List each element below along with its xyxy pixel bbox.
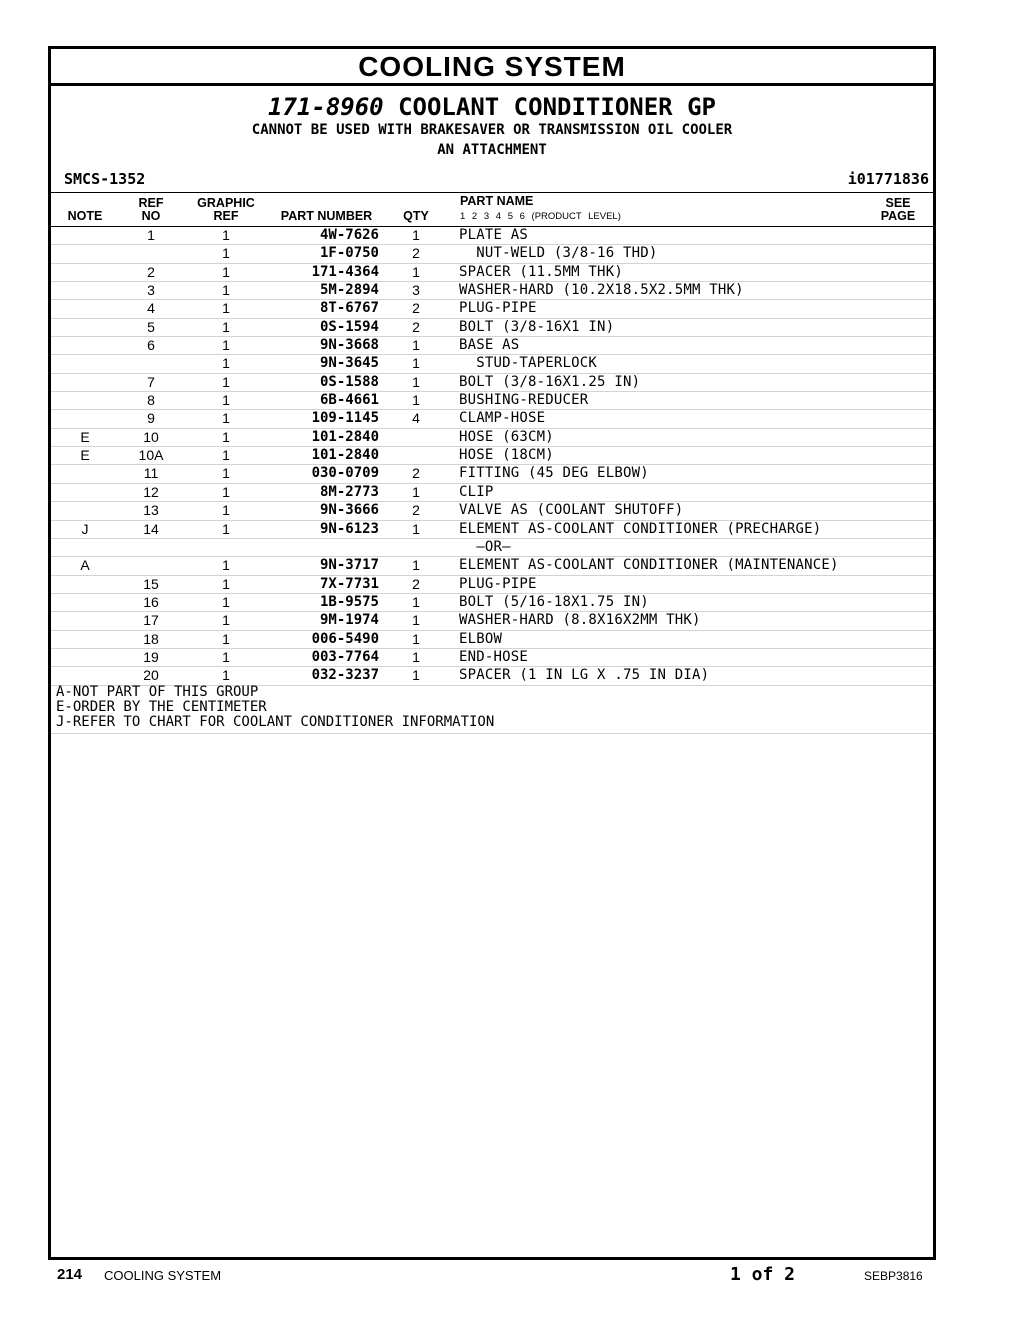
qty-cell: 2	[412, 318, 420, 335]
part-number-cell: 032-3237	[311, 667, 379, 684]
part-number-cell: 109-1145	[311, 410, 379, 427]
ref-no-cell: 19	[143, 648, 159, 665]
header-part-number: PART NUMBER	[280, 209, 373, 223]
ref-no-cell: 7	[147, 373, 155, 390]
part-name-cell: PLUG-PIPE	[459, 575, 537, 592]
footer-page-of: 1 of 2	[730, 1264, 796, 1285]
part-number-cell: 171-4364	[311, 263, 379, 280]
ref-no-cell: 1	[147, 227, 155, 243]
part-name-cell: BOLT (3/8-16X1.25 IN)	[459, 373, 641, 390]
smcs-code: SMCS-1352	[64, 170, 146, 188]
graphic-ref-cell: 1	[222, 410, 230, 427]
table-row	[51, 649, 933, 667]
group-number: 171-8960	[268, 93, 384, 121]
table-row	[51, 374, 933, 392]
qty-cell: 1	[412, 667, 420, 684]
qty-cell: 3	[412, 282, 420, 299]
part-name-cell: —OR—	[459, 538, 511, 555]
page-frame	[48, 46, 936, 1260]
table-row	[51, 557, 933, 575]
table-row	[51, 227, 933, 245]
part-number-cell: 030-0709	[311, 465, 379, 482]
part-number-cell: 003-7764	[311, 648, 379, 665]
note-cell: E	[80, 447, 90, 464]
graphic-ref-cell: 1	[222, 575, 230, 592]
table-row	[51, 392, 933, 410]
qty-cell: 1	[412, 593, 420, 610]
header-ref-bottom: NO	[141, 209, 161, 223]
note-cell: J	[81, 520, 89, 537]
ref-no-cell: 4	[147, 300, 155, 317]
qty-cell: 2	[412, 300, 420, 317]
qty-cell: 4	[412, 410, 420, 427]
part-name-cell: ELEMENT AS-COOLANT CONDITIONER (PRECHARGE)	[459, 520, 822, 537]
header-see-top: SEE	[885, 196, 911, 210]
graphic-ref-cell: 1	[222, 318, 230, 335]
table-row	[51, 484, 933, 502]
graphic-ref-cell: 1	[222, 483, 230, 500]
graphic-ref-cell: 1	[222, 263, 230, 280]
part-name-cell: PLATE AS	[459, 227, 529, 243]
part-number-cell: 4W-7626	[319, 227, 379, 243]
illustration-id: i01771836	[847, 170, 929, 188]
graphic-ref-cell: 1	[222, 373, 230, 390]
ref-no-cell: 20	[143, 667, 159, 684]
ref-no-cell: 11	[143, 465, 159, 482]
footer-page-number: 214	[57, 1266, 83, 1283]
qty-cell: 1	[412, 337, 420, 354]
ref-no-cell: 14	[143, 520, 159, 537]
qty-cell: 1	[412, 355, 420, 372]
part-name-cell: SPACER (1 IN LG X .75 IN DIA)	[459, 667, 710, 684]
part-name-cell: HOSE (18CM)	[459, 447, 554, 464]
part-number-cell: 7X-7731	[319, 575, 379, 592]
group-title	[51, 94, 933, 120]
table-row	[51, 465, 933, 483]
qty-cell: 1	[412, 520, 420, 537]
table-row	[51, 539, 933, 557]
footer-section: COOLING SYSTEM	[104, 1268, 222, 1283]
table-row	[51, 631, 933, 649]
table-row	[51, 300, 933, 318]
part-number-cell: 0S-1588	[319, 373, 379, 390]
graphic-ref-cell: 1	[222, 612, 230, 629]
table-row	[51, 447, 933, 465]
ref-no-cell: 13	[143, 502, 159, 519]
qty-cell: 1	[412, 630, 420, 647]
part-number-cell: 1B-9575	[319, 593, 379, 610]
part-name-cell: BUSHING-REDUCER	[459, 392, 589, 409]
part-number-cell: 8T-6767	[319, 300, 379, 317]
table-header	[51, 192, 933, 227]
header-graphic-bottom: REF	[213, 209, 239, 223]
parts-table	[51, 227, 933, 686]
table-row	[51, 319, 933, 337]
note-j: J-REFER TO CHART FOR COOLANT CONDITIONER INFORMATION	[56, 714, 495, 730]
part-number-cell: 9N-3717	[319, 557, 379, 574]
table-row	[51, 612, 933, 630]
table-row	[51, 337, 933, 355]
qty-cell: 1	[412, 263, 420, 280]
part-number-cell: 101-2840	[311, 428, 379, 445]
header-qty: QTY	[403, 209, 429, 223]
part-name-cell: NUT-WELD (3/8-16 THD)	[459, 245, 658, 262]
part-number-cell: 9N-3668	[319, 337, 379, 354]
graphic-ref-cell: 1	[222, 337, 230, 354]
header-ref-top: REF	[138, 196, 164, 210]
group-note-line2: AN ATTACHMENT	[437, 142, 547, 158]
graphic-ref-cell: 1	[222, 502, 230, 519]
graphic-ref-cell: 1	[222, 355, 230, 372]
note-cell: E	[80, 428, 90, 445]
table-row	[51, 282, 933, 300]
qty-cell: 2	[412, 575, 420, 592]
part-number-cell: 9N-6123	[319, 520, 379, 537]
header-product-level: 1 2 3 4 5 6 (PRODUCT LEVEL)	[460, 211, 621, 222]
footer-doc-id: SEBP3816	[864, 1269, 923, 1283]
part-name-cell: BASE AS	[459, 337, 520, 354]
graphic-ref-cell: 1	[222, 245, 230, 262]
part-name-cell: PLUG-PIPE	[459, 300, 537, 317]
ref-no-cell: 9	[147, 410, 155, 427]
ref-no-cell: 12	[143, 483, 159, 500]
qty-cell: 1	[412, 227, 420, 243]
part-name-cell: FITTING (45 DEG ELBOW)	[459, 465, 649, 482]
ref-no-cell: 10	[143, 428, 159, 445]
header-note: NOTE	[67, 209, 103, 223]
graphic-ref-cell: 1	[222, 630, 230, 647]
table-row	[51, 667, 933, 685]
graphic-ref-cell: 1	[222, 392, 230, 409]
part-name-cell: SPACER (11.5MM THK)	[459, 263, 623, 280]
part-name-cell: END-HOSE	[459, 648, 529, 665]
qty-cell: 1	[412, 557, 420, 574]
part-name-cell: STUD-TAPERLOCK	[459, 355, 598, 372]
part-number-cell: 8M-2773	[319, 483, 379, 500]
graphic-ref-cell: 1	[222, 648, 230, 665]
part-name-cell: VALVE AS (COOLANT SHUTOFF)	[459, 502, 684, 519]
qty-cell: 2	[412, 502, 420, 519]
part-name-cell: ELBOW	[459, 630, 503, 647]
ref-no-cell: 10A	[138, 447, 164, 464]
ref-no-cell: 15	[143, 575, 159, 592]
graphic-ref-cell: 1	[222, 593, 230, 610]
graphic-ref-cell: 1	[222, 282, 230, 299]
table-row	[51, 502, 933, 520]
note-cell: A	[80, 557, 90, 574]
table-row	[51, 429, 933, 447]
graphic-ref-cell: 1	[222, 520, 230, 537]
group-note-line1: CANNOT BE USED WITH BRAKESAVER OR TRANSMISSION OIL COOLER	[251, 122, 733, 138]
part-number-cell: 1F-0750	[319, 245, 379, 262]
part-name-cell: ELEMENT AS-COOLANT CONDITIONER (MAINTENANCE)	[459, 557, 839, 574]
part-number-cell: 006-5490	[311, 630, 379, 647]
part-number-cell: 0S-1594	[319, 318, 379, 335]
part-name-cell: CLIP	[459, 483, 494, 500]
table-row	[51, 594, 933, 612]
part-name-cell: BOLT (3/8-16X1 IN)	[459, 318, 615, 335]
part-number-cell: 9M-1974	[319, 612, 379, 629]
ref-no-cell: 6	[147, 337, 155, 354]
table-row	[51, 521, 933, 539]
notes-block	[56, 685, 933, 730]
part-number-cell: 9N-3645	[319, 355, 379, 372]
group-name: COOLANT CONDITIONER GP	[398, 93, 716, 121]
note-a: A-NOT PART OF THIS GROUP	[56, 684, 259, 700]
qty-cell: 1	[412, 612, 420, 629]
ref-no-cell: 17	[143, 612, 159, 629]
part-number-cell: 101-2840	[311, 447, 379, 464]
part-number-cell: 5M-2894	[319, 282, 379, 299]
table-row	[51, 576, 933, 594]
part-name-cell: HOSE (63CM)	[459, 428, 554, 445]
group-header	[51, 94, 933, 160]
graphic-ref-cell: 1	[222, 300, 230, 317]
graphic-ref-cell: 1	[222, 447, 230, 464]
table-row	[51, 245, 933, 263]
graphic-ref-cell: 1	[222, 227, 230, 243]
ref-no-cell: 16	[143, 593, 159, 610]
qty-cell: 1	[412, 648, 420, 665]
header-part-name: PART NAME	[460, 194, 534, 208]
table-row	[51, 264, 933, 282]
part-number-cell: 9N-3666	[319, 502, 379, 519]
qty-cell: 1	[412, 373, 420, 390]
table-row	[51, 410, 933, 428]
ref-no-cell: 2	[147, 263, 155, 280]
part-number-cell: 6B-4661	[319, 392, 379, 409]
ref-no-cell: 8	[147, 392, 155, 409]
part-name-cell: CLAMP-HOSE	[459, 410, 546, 427]
qty-cell: 1	[412, 392, 420, 409]
part-name-cell: WASHER-HARD (10.2X18.5X2.5MM THK)	[459, 282, 744, 299]
qty-cell: 1	[412, 483, 420, 500]
table-row	[51, 355, 933, 373]
qty-cell: 2	[412, 245, 420, 262]
graphic-ref-cell: 1	[222, 667, 230, 684]
ref-no-cell: 5	[147, 318, 155, 335]
part-name-cell: BOLT (5/16-18X1.75 IN)	[459, 593, 649, 610]
note-e: E-ORDER BY THE CENTIMETER	[56, 699, 267, 715]
part-name-cell: WASHER-HARD (8.8X16X2MM THK)	[459, 612, 701, 629]
ref-no-cell: 3	[147, 282, 155, 299]
graphic-ref-cell: 1	[222, 465, 230, 482]
header-see-bottom: PAGE	[880, 209, 916, 223]
graphic-ref-cell: 1	[222, 428, 230, 445]
section-title: COOLING SYSTEM	[51, 49, 933, 86]
ref-no-cell: 18	[143, 630, 159, 647]
qty-cell: 2	[412, 465, 420, 482]
graphic-ref-cell: 1	[222, 557, 230, 574]
notes-divider	[51, 733, 933, 734]
header-graphic-top: GRAPHIC	[197, 196, 255, 210]
